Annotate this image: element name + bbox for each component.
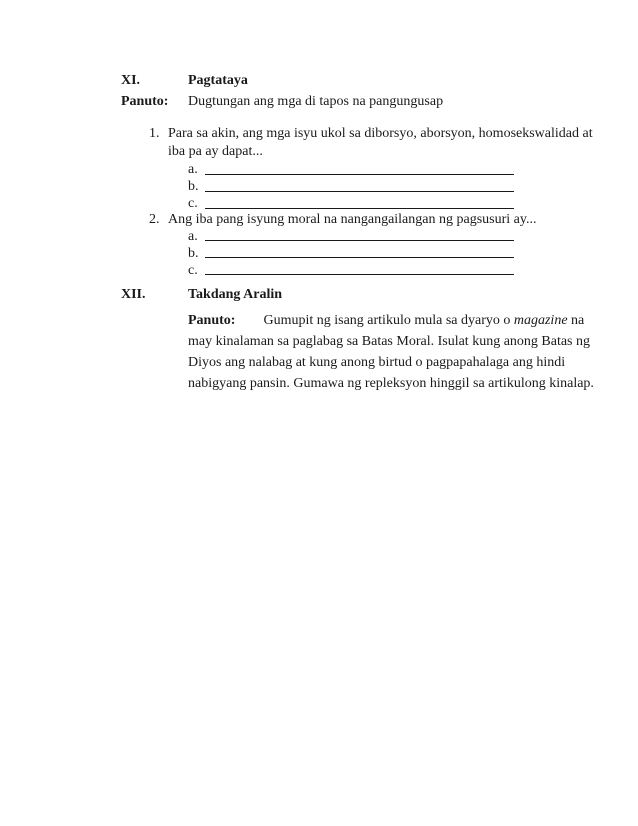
option-letter: b. — [188, 179, 199, 194]
paragraph-line2: may kinalaman sa paglabag sa Batas Moral. Isulat kung anong Batas ng — [188, 334, 591, 349]
answer-blank[interactable] — [205, 240, 514, 241]
option-letter: a. — [188, 162, 198, 177]
item-text-line1: Ang iba pang isyung moral na nangangailangan ng pagsusuri ay... — [168, 212, 537, 227]
answer-blank[interactable] — [205, 191, 514, 192]
paragraph-line1 — [188, 310, 594, 331]
item-text-line2: iba pa ay dapat... — [168, 144, 263, 159]
instruction-label: Panuto: — [188, 313, 236, 328]
item-text-line — [168, 125, 593, 143]
item-number: 1. — [149, 126, 160, 141]
section-number: XI. — [121, 73, 141, 88]
answer-blank[interactable] — [205, 174, 514, 175]
option-letter: b. — [188, 246, 199, 261]
paragraph-line4: nabigyang pansin. Gumawa ng repleksyon hinggil sa artikulong kinalap. — [188, 376, 594, 391]
item-number: 2. — [149, 212, 160, 227]
paragraph-line3: Diyos ang nalabag at kung anong birtud o pagpapahalaga ang hindi — [188, 355, 566, 370]
instruction-label: Panuto: — [121, 94, 169, 109]
item-text-line1: Para sa akin, ang mga isyu ukol sa diborsyo, aborsyon, homosekswalidad at — [168, 126, 593, 141]
option-letter: a. — [188, 229, 198, 244]
section-number: XII. — [121, 287, 146, 302]
emphasis-word: magazine — [513, 313, 568, 328]
answer-blank[interactable] — [205, 274, 514, 275]
section-title: Takdang Aralin — [188, 287, 283, 302]
paragraph-text: Gumupit ng isang artikulo mula sa dyaryo o — [263, 313, 511, 328]
instruction-paragraph — [188, 310, 594, 394]
paragraph-text: na — [571, 313, 585, 328]
answer-blank[interactable] — [205, 208, 514, 209]
instruction-text: Dugtungan ang mga di tapos na pangungusap — [188, 94, 444, 109]
option-letter: c. — [188, 263, 198, 278]
section-title: Pagtataya — [188, 73, 248, 88]
answer-blank[interactable] — [205, 257, 514, 258]
option-letter: c. — [188, 196, 198, 211]
